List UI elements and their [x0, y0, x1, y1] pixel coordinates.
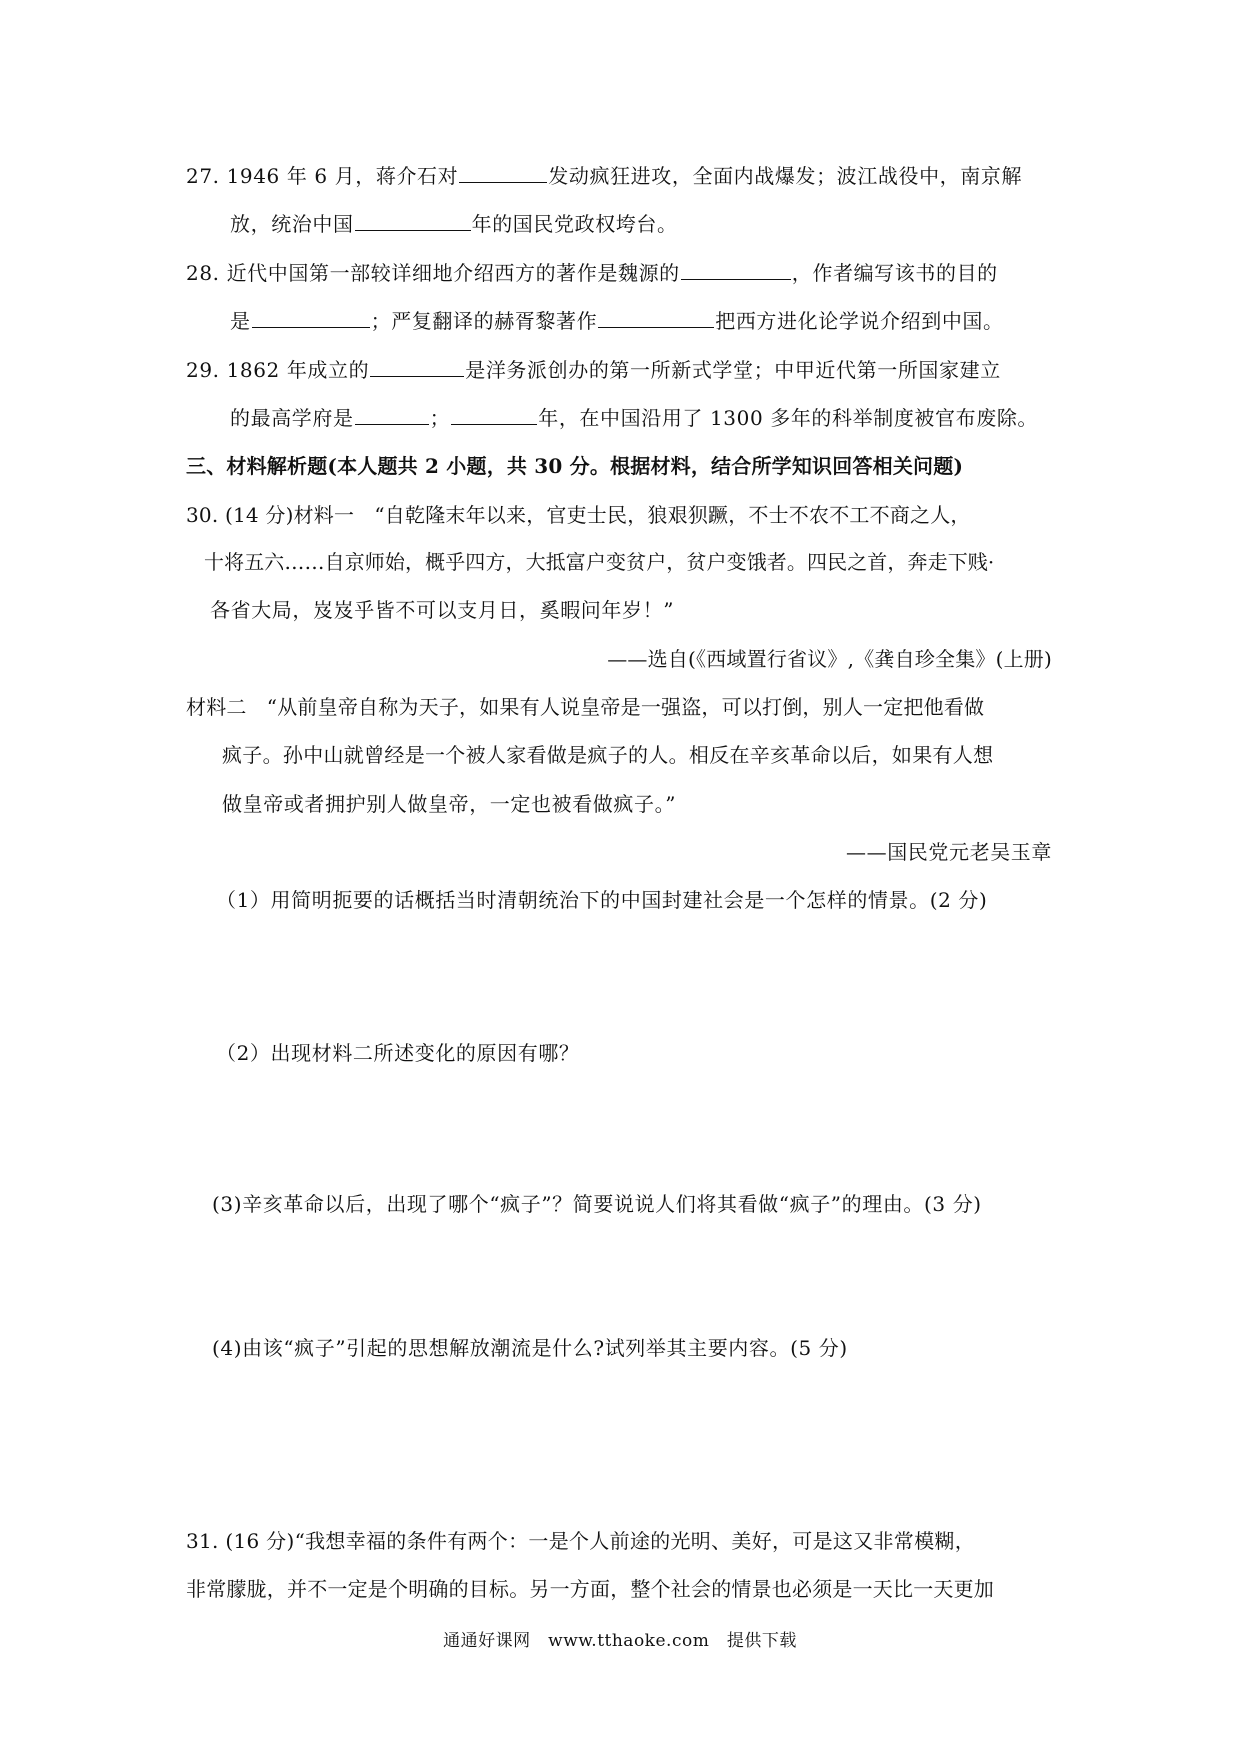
q29-text: ；: [429, 406, 451, 430]
q29-text: 是洋务派创办的第一所新式学堂；中甲近代第一所国家建立: [465, 358, 1001, 382]
q29-text: 的最高学府是: [230, 406, 354, 430]
answer-blank: [451, 404, 537, 425]
q30-material2-line-2: 疯子。孙中山就曾经是一个被人家看做是疯子的人。相反在辛亥革命以后，如果有人想: [222, 743, 994, 767]
q30-subquestion-4: (4)由该“疯子”引起的思想解放潮流是什么?试列举其主要内容。(5 分): [212, 1336, 848, 1360]
q28-text: 是: [230, 309, 251, 333]
q27-text: 27. 1946 年 6 月，蒋介石对: [186, 164, 459, 188]
q29-line-1: [186, 356, 1001, 384]
q29-text: 年，在中国沿用了 1300 多年的科举制度被官布废除。: [538, 406, 1039, 430]
answer-blank: [459, 162, 547, 183]
answer-blank: [370, 356, 464, 377]
q28-text: 把西方进化论学说介绍到中国。: [715, 309, 1004, 333]
q30-material2-source: ——国民党元老吴玉章: [846, 840, 1052, 864]
page-footer: 通通好课网 www.tthaoke.com 提供下载: [443, 1631, 797, 1651]
q29-line-2: [230, 404, 1038, 432]
q28-text: ，作者编写该书的目的: [791, 261, 998, 285]
q30-material1-source: ——选自(《西域置行省议》,《龚自珍全集》(上册): [607, 647, 1052, 671]
answer-blank: [355, 210, 471, 231]
q30-subquestion-1: （1）用简明扼要的话概括当时清朝统治下的中国封建社会是一个怎样的情景。(2 分): [216, 888, 988, 912]
answer-blank: [252, 307, 370, 328]
q31-line-1: 31. (16 分)“我想幸福的条件有两个：一是个人前途的光明、美好，可是这又非常模糊，: [186, 1529, 975, 1553]
q30-material1-line-1: 30. (14 分)材料一 “自乾隆末年以来，官吏士民，狼艰狈蹶，不士不农不工不商之人，: [186, 503, 971, 527]
q28-line-2: [230, 307, 1004, 335]
q28-line-1: [186, 259, 998, 287]
q29-text: 29. 1862 年成立的: [186, 358, 370, 382]
q30-material1-line-2: 十将五六……自京师始，概乎四方，大抵富户变贫户，贫户变饿者。四民之首，奔走下贱·: [204, 550, 995, 574]
answer-blank: [681, 259, 791, 280]
q27-line-2: [230, 210, 678, 238]
q28-text: 28. 近代中国第一部较详细地介绍西方的著作是魏源的: [186, 261, 680, 285]
q30-subquestion-3: (3)辛亥革命以后，出现了哪个“疯子”？简要说说人们将其看做“疯子”的理由。(3 分): [212, 1192, 982, 1216]
q30-subquestion-2: （2）出现材料二所述变化的原因有哪？: [216, 1041, 580, 1065]
q30-material2-line-3: 做皇帝或者拥护别人做皇帝，一定也被看做疯子。”: [222, 792, 677, 816]
q31-line-2: 非常朦胧，并不一定是个明确的目标。另一方面，整个社会的情景也必须是一天比一天更加: [186, 1577, 994, 1601]
section-heading: 三、材料解析题(本人题共 2 小题，共 30 分。根据材料，结合所学知识回答相关问题): [186, 454, 964, 478]
answer-blank: [355, 404, 429, 425]
q27-line-1: [186, 162, 1022, 190]
answer-blank: [598, 307, 714, 328]
q27-text: 放，统治中国: [230, 212, 354, 236]
q30-material2-line-1: 材料二 “从前皇帝自称为天子，如果有人说皇帝是一强盗，可以打倒，别人一定把他看做: [186, 695, 985, 719]
q28-text: ；严复翻译的赫胥黎著作: [370, 309, 598, 333]
q27-text: 年的国民党政权垮台。: [471, 212, 678, 236]
q30-material1-line-3: 各省大局，岌岌乎皆不可以支月日，奚暇问年岁！”: [210, 598, 675, 622]
q27-text: 发动疯狂进攻，全面内战爆发；波江战役中，南京解: [548, 164, 1023, 188]
